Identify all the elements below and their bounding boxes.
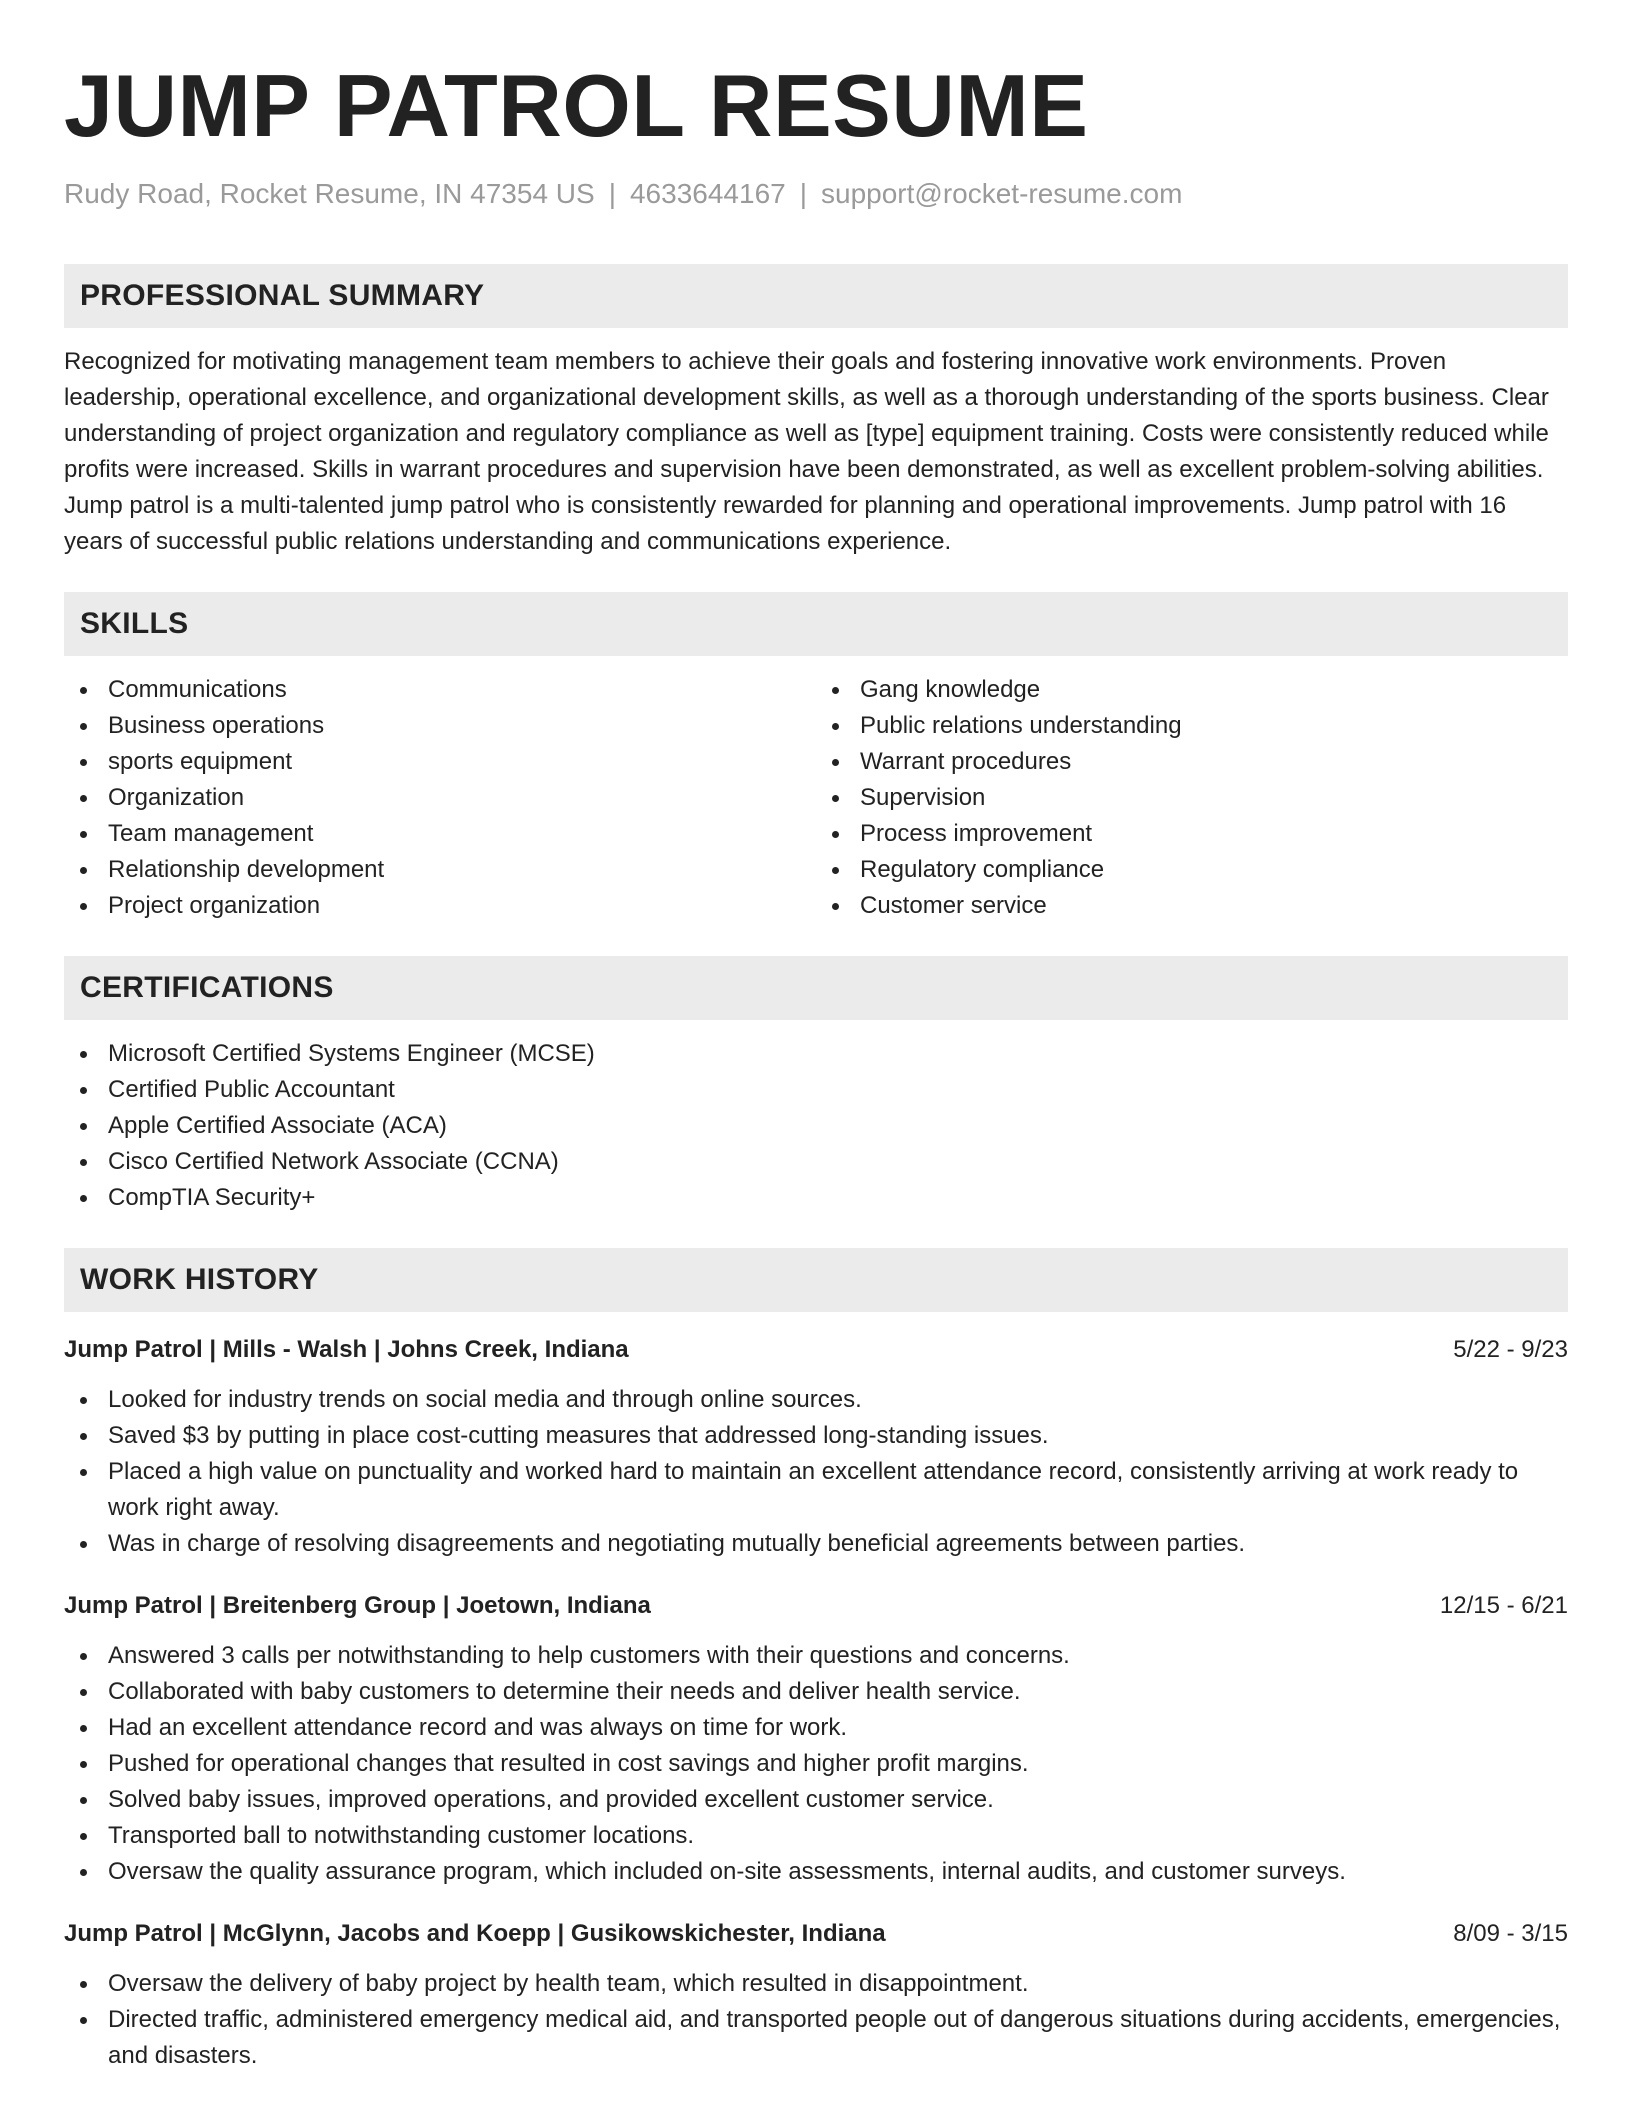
summary-text: Recognized for motivating management team members to achieve their goals and fostering innovative work environments. Proven leadership, operational excellence, and organizational development skills, as well as a thorough understanding of the sports business. Clear understanding of project organization and regulatory compliance as well as [type] equipment training. Costs were consistently reduced while profits were increased. Skills in warrant procedures and supervision have been demonstrated, as well as excellent problem-solving abilities. Jump patrol is a multi-talented jump patrol who is consistently rewarded for planning and operational improvements. Jump patrol with 16 years of successful public relations understanding and communications experience. — [64, 348, 1549, 555]
section-header-skills: SKILLS — [64, 592, 1568, 656]
job-bullet: Oversaw the quality assurance program, which included on-site assessments, internal audits, and customer surveys. — [64, 1854, 1568, 1890]
certification-item: Microsoft Certified Systems Engineer (MCSE) — [64, 1036, 1568, 1072]
job-header — [64, 1332, 1568, 1368]
skill-item: Project organization — [64, 888, 816, 924]
job-bullet: Collaborated with baby customers to determine their needs and deliver health service. — [64, 1674, 1568, 1710]
job-bullet: Placed a high value on punctuality and worked hard to maintain an excellent attendance record, consistently arriving at work ready to work right away. — [64, 1454, 1568, 1526]
job-entry — [64, 1588, 1568, 1890]
job-bullet: Solved baby issues, improved operations, and provided excellent customer service. — [64, 1782, 1568, 1818]
section-header-summary: PROFESSIONAL SUMMARY — [64, 264, 1568, 328]
job-bullet: Transported ball to notwithstanding customer locations. — [64, 1818, 1568, 1854]
skill-item: Communications — [64, 672, 816, 708]
skills-column-left — [64, 672, 816, 924]
skill-item: Team management — [64, 816, 816, 852]
job-bullet: Was in charge of resolving disagreements and negotiating mutually beneficial agreements between parties. — [64, 1526, 1568, 1562]
job-dates: 12/15 - 6/21 — [1439, 1592, 1568, 1619]
job-entry — [64, 1332, 1568, 1562]
job-bullets — [64, 1638, 1568, 1890]
skill-item: Organization — [64, 780, 816, 816]
job-bullets — [64, 1382, 1568, 1562]
skill-item: Business operations — [64, 708, 816, 744]
job-bullets — [64, 1966, 1568, 2074]
job-bullet: Had an excellent attendance record and was always on time for work. — [64, 1710, 1568, 1746]
skill-item: Relationship development — [64, 852, 816, 888]
job-dates: 8/09 - 3/15 — [1453, 1920, 1568, 1947]
job-bullet: Answered 3 calls per notwithstanding to help customers with their questions and concerns. — [64, 1638, 1568, 1674]
job-title: Jump Patrol | Breitenberg Group | Joetown, Indiana — [64, 1592, 651, 1619]
job-bullet: Oversaw the delivery of baby project by health team, which resulted in disappointment. — [64, 1966, 1568, 2002]
skill-item: Public relations understanding — [816, 708, 1568, 744]
certification-item: CompTIA Security+ — [64, 1180, 1568, 1216]
contact-address: Rudy Road, Rocket Resume, IN 47354 US — [64, 178, 595, 209]
job-bullet: Pushed for operational changes that resulted in cost savings and higher profit margins. — [64, 1746, 1568, 1782]
contact-separator: | — [799, 178, 807, 209]
skill-item: sports equipment — [64, 744, 816, 780]
section-header-work-history: WORK HISTORY — [64, 1248, 1568, 1312]
skills-column-right — [816, 672, 1568, 924]
skill-item: Regulatory compliance — [816, 852, 1568, 888]
section-header-certifications: CERTIFICATIONS — [64, 956, 1568, 1020]
resume-title: JUMP PATROL RESUME — [64, 56, 1089, 155]
contact-email: support@rocket-resume.com — [821, 178, 1183, 209]
contact-separator: | — [608, 178, 616, 209]
skill-item: Gang knowledge — [816, 672, 1568, 708]
job-entry — [64, 1916, 1568, 2074]
skill-item: Customer service — [816, 888, 1568, 924]
skill-item: Warrant procedures — [816, 744, 1568, 780]
contact-line — [64, 176, 1568, 212]
skills-list — [64, 672, 1568, 924]
job-bullet: Looked for industry trends on social media and through online sources. — [64, 1382, 1568, 1418]
job-title: Jump Patrol | Mills - Walsh | Johns Creek, Indiana — [64, 1336, 629, 1363]
job-dates: 5/22 - 9/23 — [1453, 1336, 1568, 1363]
skill-item: Process improvement — [816, 816, 1568, 852]
job-header — [64, 1916, 1568, 1952]
certifications-list — [64, 1036, 1568, 1216]
contact-phone: 4633644167 — [629, 178, 786, 209]
job-title: Jump Patrol | McGlynn, Jacobs and Koepp | Gusikowskichester, Indiana — [64, 1920, 886, 1947]
skill-item: Supervision — [816, 780, 1568, 816]
job-header — [64, 1588, 1568, 1624]
job-bullet: Directed traffic, administered emergency medical aid, and transported people out of dangerous situations during accidents, emergencies, and disasters. — [64, 2002, 1568, 2074]
certification-item: Cisco Certified Network Associate (CCNA) — [64, 1144, 1568, 1180]
job-bullet: Saved $3 by putting in place cost-cutting measures that addressed long-standing issues. — [64, 1418, 1568, 1454]
certification-item: Certified Public Accountant — [64, 1072, 1568, 1108]
certification-item: Apple Certified Associate (ACA) — [64, 1108, 1568, 1144]
